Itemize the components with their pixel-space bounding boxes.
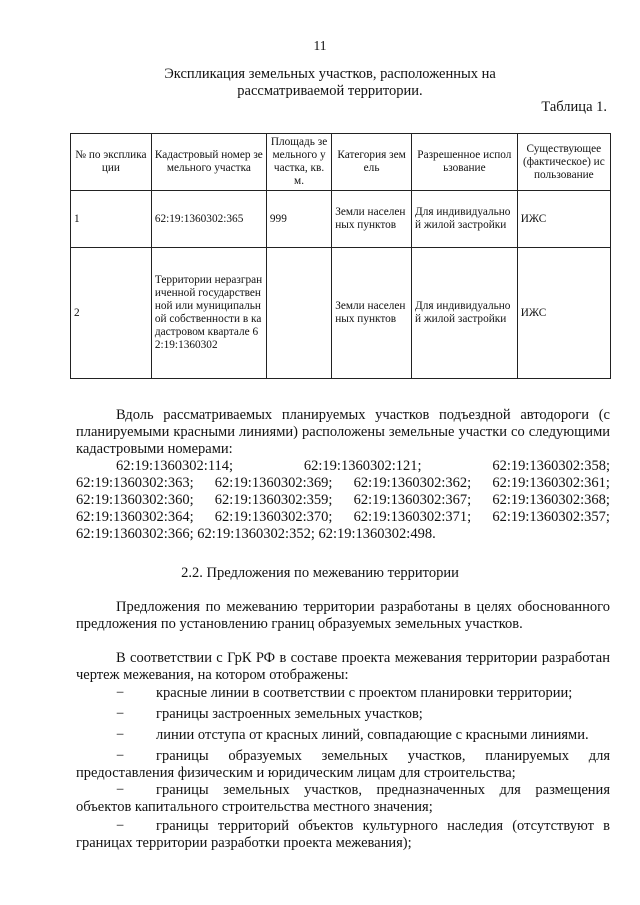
cadastre-number: 62:19:1360302:357; [492,509,610,525]
table-cell: ИЖС [517,248,610,379]
table-header-cell: Кадастровый номер земельного участка [151,134,266,191]
list-item [76,818,610,852]
table-header-cell: Разрешенное использование [411,134,517,191]
cadastre-number: 62:19:1360302:371; [353,509,472,525]
cadastre-number: 62:19:1360302:367; [353,492,472,508]
dash-bullet: − [116,706,125,722]
cadastre-list [76,458,610,543]
cadastre-number: 62:19:1360302:359; [214,492,333,508]
cadastre-number: 62:19:1360302:370; [214,509,333,525]
document-title: Экспликация земельных участков, расположенных на рассматриваемой территории. [164,66,496,99]
cadastre-number: 62:19:1360302:360; [76,492,194,508]
cadastre-number: 62:19:1360302:368; [492,492,610,508]
table-cell: Земли населенных пунктов [332,191,412,248]
table-cell: ИЖС [517,191,610,248]
table-cell: 2 [71,248,152,379]
table-cell: 62:19:1360302:365 [151,191,266,248]
list-item [76,727,610,744]
list-item [76,706,610,723]
cadastre-line [76,475,610,492]
list-item-text: красные линии в соответствии с проектом планировки территории; [156,685,573,701]
table-row [71,191,611,248]
table-cell: Земли населенных пунктов [332,248,412,379]
cadastre-line [76,509,610,526]
table-header-cell: Категория земель [332,134,412,191]
list-item [76,685,610,702]
dash-bullet: − [116,818,125,834]
table-label: Таблица 1. [541,99,607,115]
list-item-text: линии отступа от красных линий, совпадающие с красными линиями. [156,727,589,743]
section-heading: 2.2. Предложения по межеванию территории [181,565,459,581]
list-item-text: границы образуемых земельных участков, планируемых для предоставления физическим и юридическим лицам для строительства; [76,748,610,781]
list-item-text: границы застроенных земельных участков; [156,706,423,722]
cadastre-number: 62:19:1360302:358; [492,458,610,474]
dash-bullet: − [116,748,125,764]
table-cell: 999 [266,191,331,248]
list-item [76,748,610,782]
table-cell [266,248,331,379]
table-cell: Для индивидуальной жилой застройки [411,191,517,248]
table-header-cell: Площадь земельного участка, кв.м. [266,134,331,191]
table-header-row [71,134,611,191]
list-item-text: границы территорий объектов культурного наследия (отсутствуют в границах территории разработки проекта межевания); [76,818,610,851]
cadastre-number: 62:19:1360302:364; [76,509,194,525]
table-row [71,248,611,379]
cadastre-line [76,492,610,509]
table-cell: 1 [71,191,152,248]
cadastre-line [76,458,610,475]
list-item [76,782,610,816]
list-item-text: границы земельных участков, предназначенных для размещения объектов капитального строительства местного значения; [76,782,610,815]
cadastre-number: 62:19:1360302:363; [76,475,194,491]
explication-table [70,133,611,379]
cadastre-number: 62:19:1360302:121; [303,458,422,474]
proposals-paragraph: Предложения по межеванию территории разработаны в целях обоснованного предложения по установлению границ образуемых земельных участков. [76,599,610,632]
table-header-cell: № по экспликации [71,134,152,191]
table-header-cell: Существующее (фактическое) использование [517,134,610,191]
road-paragraph: Вдоль рассматриваемых планируемых участков подъездной автодороги (с планируемыми красными линиями) расположены земельные участки со следующими кадастровыми номерами: [76,407,610,457]
cadastre-number: 62:19:1360302:369; [214,475,333,491]
grk-paragraph: В соответствии с ГрК РФ в составе проекта межевания территории разработан чертеж межевания, на котором отображены: [76,650,610,683]
dash-bullet: − [116,782,125,798]
page-number: 11 [313,38,327,53]
cadastre-line: 62:19:1360302:366; 62:19:1360302:352; 62:19:1360302:498. [76,526,436,542]
table-cell: Территории неразграниченной государственной или муниципальной собственности в кадастровом квартале 62:19:1360302 [151,248,266,379]
dash-bullet: − [116,727,125,743]
cadastre-number: 62:19:1360302:114; [116,458,234,474]
cadastre-number: 62:19:1360302:361; [492,475,610,491]
table-cell: Для индивидуальной жилой застройки [411,248,517,379]
cadastre-number: 62:19:1360302:362; [353,475,472,491]
dash-bullet: − [116,685,125,701]
